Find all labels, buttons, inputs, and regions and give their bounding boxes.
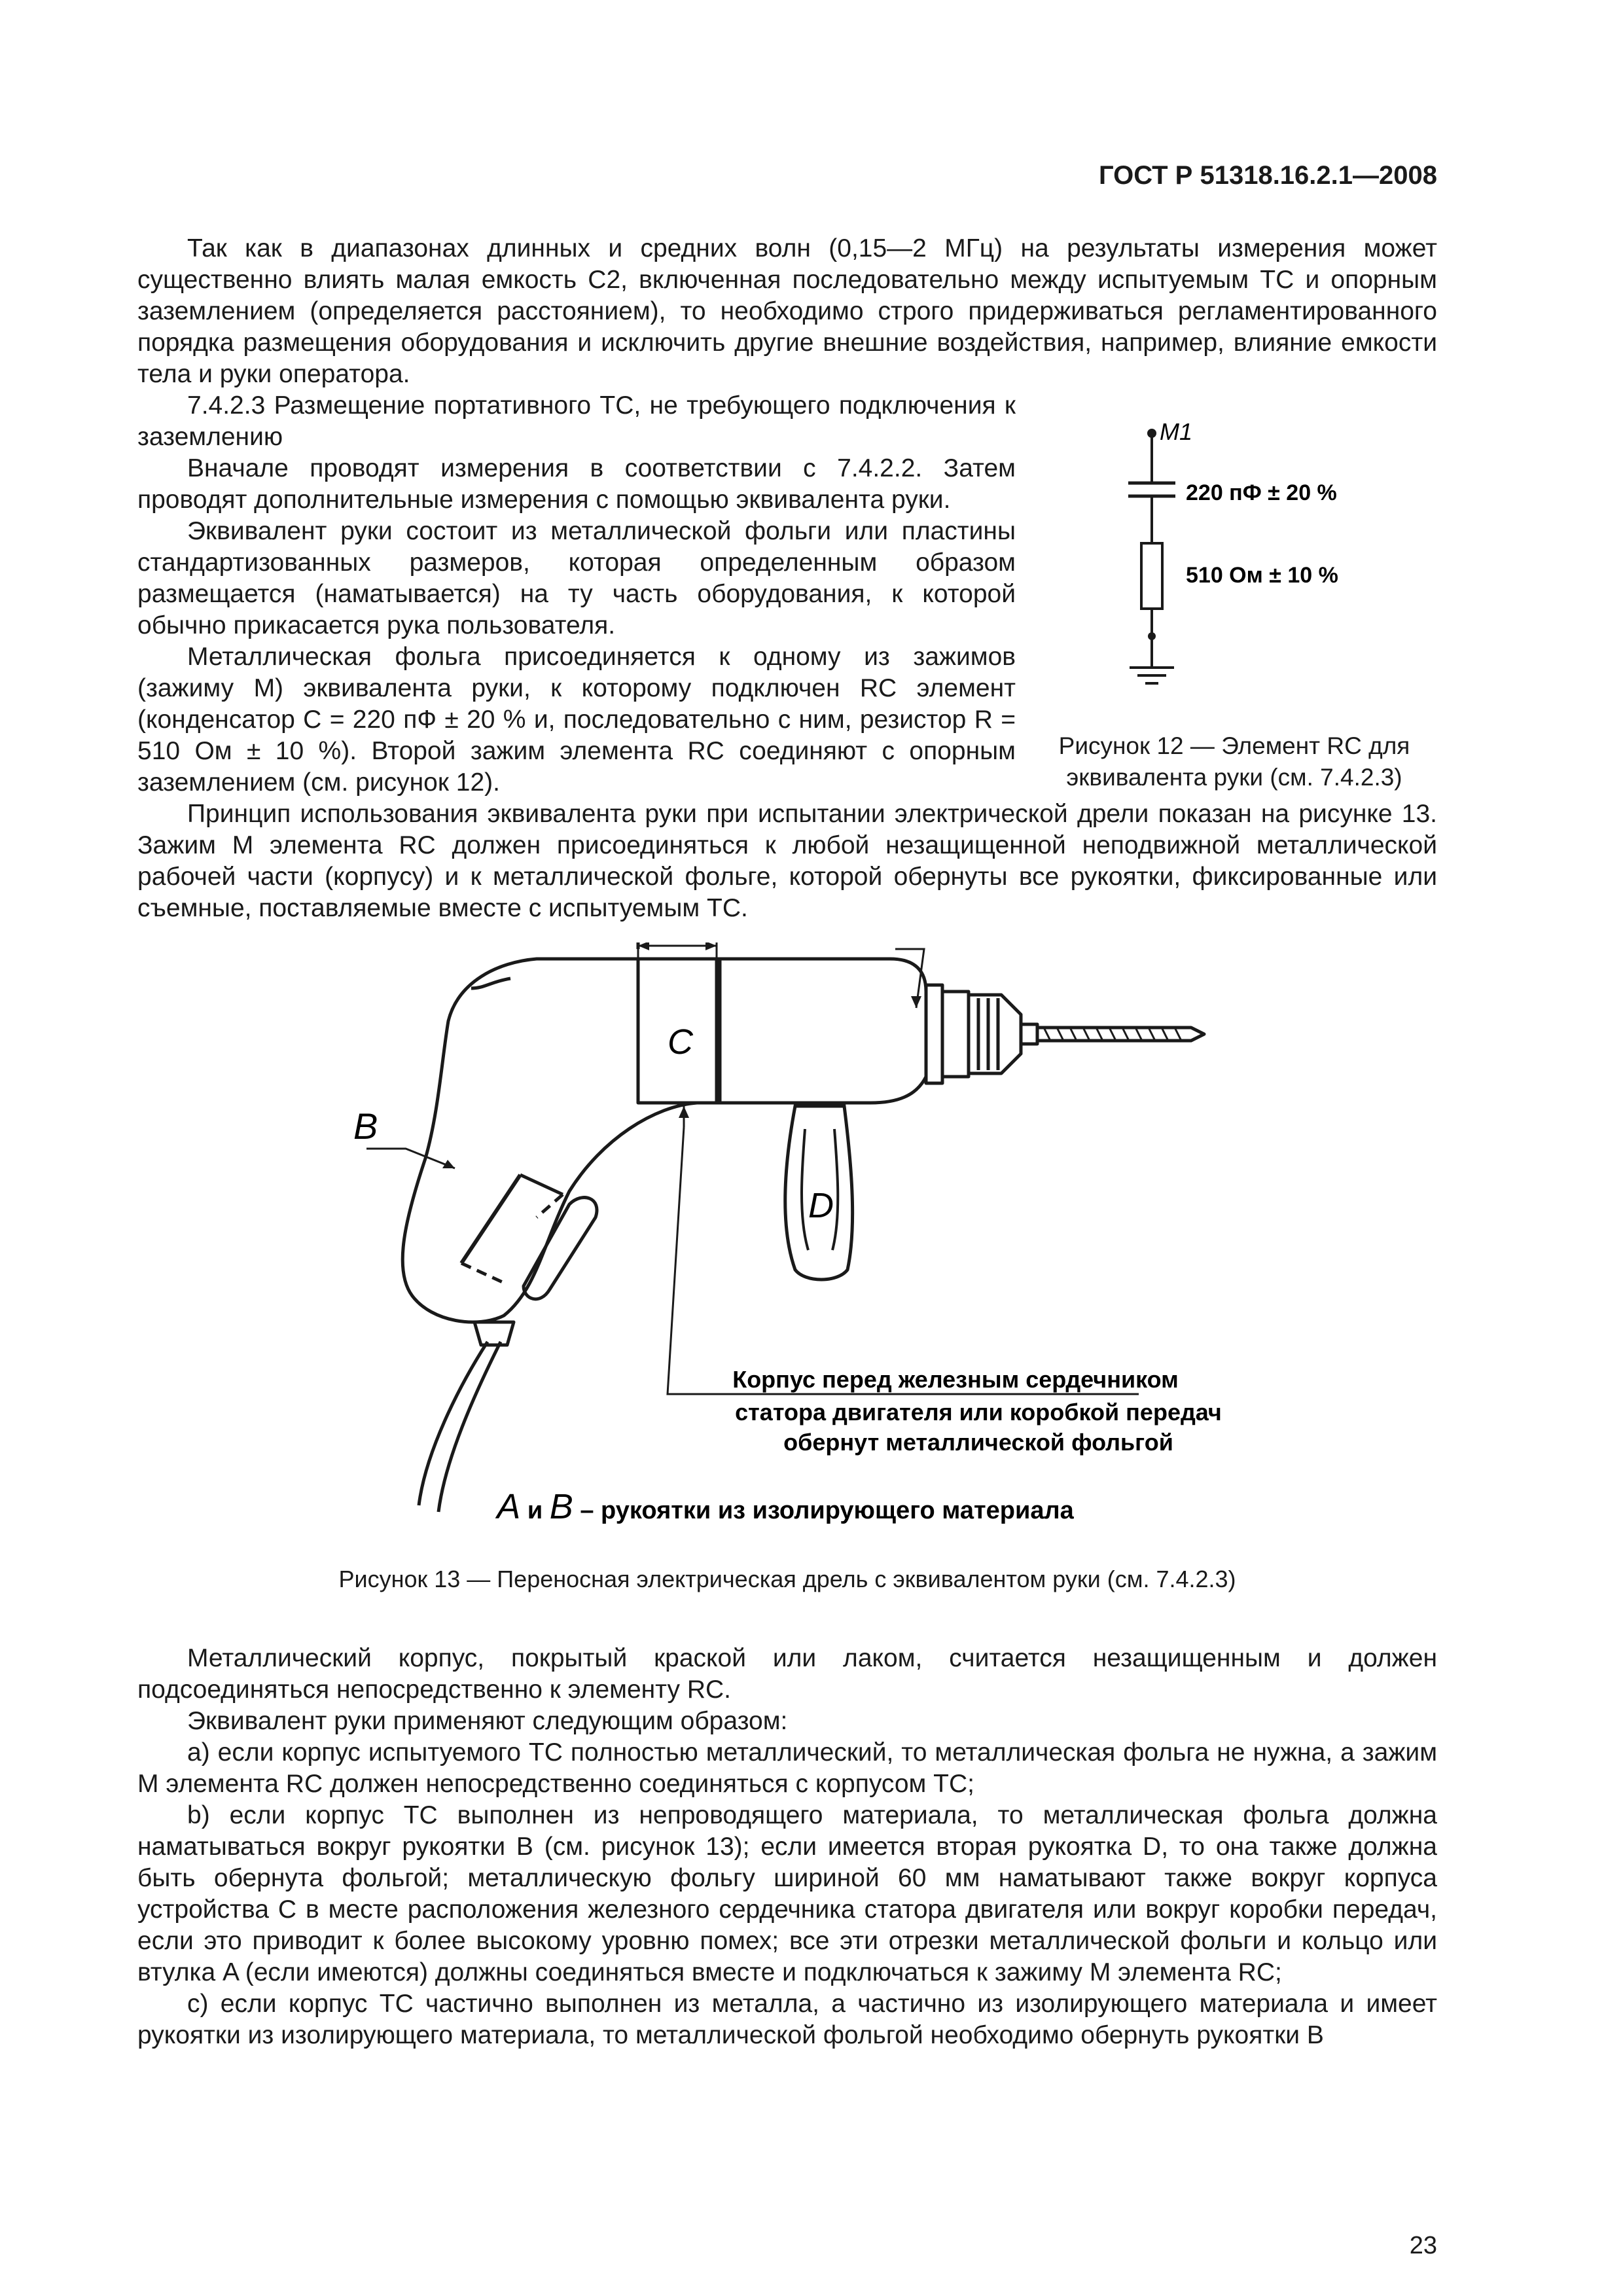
leader-b bbox=[366, 1149, 455, 1168]
standard-number: ГОСТ Р 51318.16.2.1—2008 bbox=[1098, 161, 1437, 190]
collar-a bbox=[926, 985, 942, 1083]
figure-13-caption: Рисунок 13 — Переносная электрическая дрель с эквивалентом руки (см. 7.4.2.3) bbox=[338, 1566, 1236, 1592]
figure-13-drill bbox=[327, 942, 1243, 1532]
cable-strain-relief bbox=[474, 1322, 514, 1345]
figure-12-rc-circuit bbox=[1086, 406, 1427, 694]
chuck bbox=[969, 995, 1021, 1073]
foil-b-top bbox=[520, 1175, 563, 1194]
list-item-a: a) если корпус испытуемого ТС полностью металлический, то металлическая фольга не нужна, а зажим M элемента RC должен непосредственно соединяться с корпусом ТС; bbox=[137, 1738, 1437, 1798]
paragraph-initial-measurements: Вначале проводят измерения в соответствии с 7.4.2.2. Затем проводят дополнительные измерения с помощью эквивалента руки. bbox=[137, 454, 1016, 514]
figure-12-caption: Рисунок 12 — Элемент RC для эквивалента руки (см. 7.4.2.3) bbox=[1058, 732, 1410, 791]
note-line-3: обернут металлической фольгой bbox=[783, 1429, 1173, 1456]
capacitor-label: 220 пФ ± 20 % bbox=[1186, 480, 1337, 505]
page-number: 23 bbox=[1409, 2232, 1437, 2259]
label-c: C bbox=[668, 1022, 693, 1062]
cable bbox=[419, 1342, 488, 1505]
resistor bbox=[1141, 543, 1162, 609]
paragraph-painted-housing: Металлический корпус, покрытый краской или лаком, считается незащищенным и должен подсоединяться непосредственно к элементу RC. bbox=[137, 1644, 1437, 1704]
foil-b-edge bbox=[461, 1175, 520, 1263]
note-line-2: статора двигателя или коробкой передач bbox=[735, 1399, 1222, 1426]
terminal-2-dot bbox=[1148, 632, 1156, 640]
section-heading-7-4-2-3: 7.4.2.3 Размещение портативного ТС, не требующего подключения к заземлению bbox=[137, 391, 1016, 451]
legend-handles: A и B – рукоятки из изолирующего материала bbox=[497, 1487, 1074, 1526]
note-line-1: Корпус перед железным сердечником bbox=[732, 1366, 1179, 1393]
paragraph-capacitance: Так как в диапазонах длинных и средних волн (0,15—2 МГц) на результаты измерения может существенно влиять малая емкость C2, включенная последовательно между испытуемым ТС и опорным заземлением (определяется расстоянием), то необходимо строго придерживаться регламентированного порядка размещения оборудования и исключить другие внешние воздействия, например, влияние емкости тела и руки оператора. bbox=[137, 234, 1437, 388]
label-b: B bbox=[353, 1105, 378, 1147]
terminal-m1-label: M1 bbox=[1160, 418, 1193, 445]
leader-c-note bbox=[668, 1127, 1139, 1394]
paragraph-application-intro: Эквивалент руки применяют следующим образом: bbox=[187, 1707, 788, 1735]
list-item-c: c) если корпус ТС частично выполнен из металла, а частично из изолирующего материала и имеет рукоятки из изолирующего материала, то металлической фольгой необходимо обернуть рукоятки B bbox=[137, 1990, 1437, 2049]
list-item-b: b) если корпус ТС выполнен из непроводящего материала, то металлическая фольга должна наматываться вокруг рукоятки B (см. рисунок 13); если имеется вторая рукоятка D, то она также должна быть обернута фольгой; металлическую фольгу шириной 60 мм наматывают также вокруг корпуса устройства C в месте расположения железного сердечника статора двигателя или вокруг коробки передач, если это приводит к более высокому уровню помех; все эти отрезки металлической фольги и кольцо или втулка A (если имеются) должны соединяться вместе и подключаться к зажиму M элемента RC; bbox=[137, 1801, 1437, 1986]
paragraph-hand-equivalent: Эквивалент руки состоит из металлической фольги или пластины стандартизованных размеров, которая определенным образом размещается (наматывается) на ту часть оборудования, к которой обычно прикасается рука пользователя. bbox=[137, 517, 1016, 639]
label-d: D bbox=[808, 1186, 834, 1225]
resistor-label: 510 Ом ± 10 % bbox=[1186, 563, 1338, 588]
chuck-ring bbox=[942, 992, 969, 1077]
paragraph-metal-foil: Металлическая фольга присоединяется к одному из зажимов (зажиму M) эквивалента руки, к которому подключен RC элемент (конденсатор C = 220 пФ ± 20 % и, последовательно с ним, резистор R = 510 Ом ± 10 %). Второй зажим элемента RC соединяют с опорным заземлением (см. рисунок 12). bbox=[137, 643, 1016, 797]
paragraph-drill-principle: Принцип использования эквивалента руки при испытании электрической дрели показан на рисунке 13. Зажим M элемента RC должен присоединяться к любой незащищенной неподвижной металлической рабочей части (корпусу) и к металлической фольге, которой обернуты все рукоятки, фиксированные или съемные, поставляемые вместе с испытуемым ТС. bbox=[137, 800, 1437, 922]
